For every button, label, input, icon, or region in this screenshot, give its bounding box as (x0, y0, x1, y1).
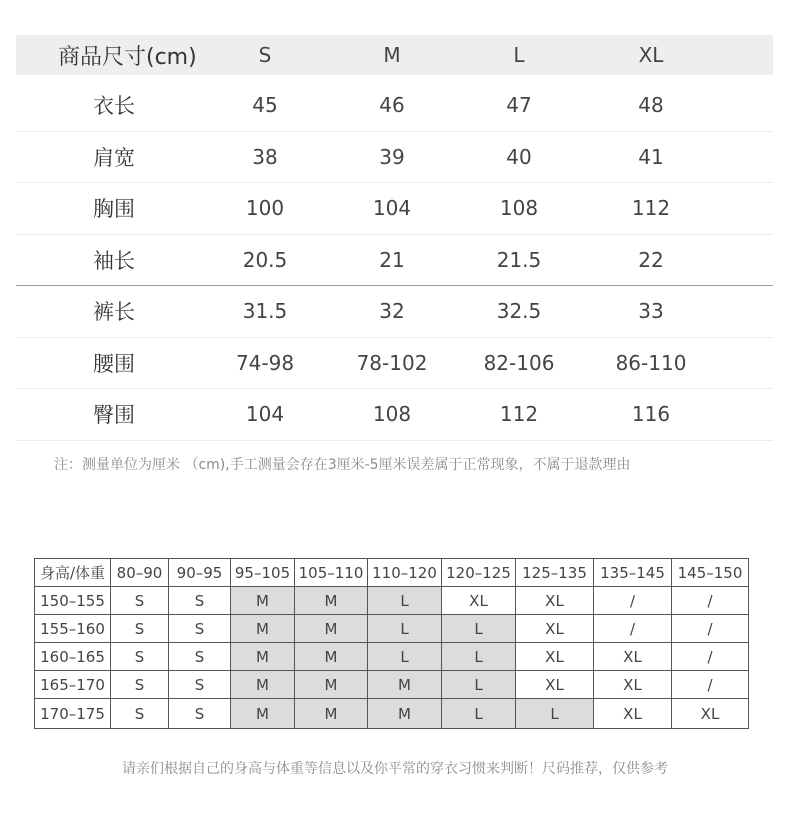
rec-cell: / (594, 615, 672, 643)
rec-cell: XL (594, 699, 672, 729)
rec-cell: S (169, 671, 231, 699)
cell: 32.5 (496, 299, 542, 324)
cell: 38 (252, 144, 278, 169)
cell: 86-110 (615, 350, 687, 375)
rec-header-row (35, 559, 749, 587)
height-range: 155–160 (35, 615, 111, 643)
cell: 104 (372, 196, 412, 221)
row-label: 臀围 (93, 403, 135, 428)
size-chart-table (16, 35, 773, 441)
rec-cell: XL (516, 587, 594, 615)
size-row-chest (16, 183, 773, 235)
rec-cell: M (295, 587, 368, 615)
size-recommendation-table (34, 558, 749, 729)
cell: 31.5 (242, 299, 288, 324)
header-l: L (513, 43, 525, 67)
rec-cell: M (231, 699, 295, 729)
rec-cell: L (368, 615, 442, 643)
cell: 116 (631, 402, 671, 427)
size-chart-header (16, 35, 773, 75)
weight-range: 120–125 (442, 559, 516, 587)
cell: 41 (638, 144, 664, 169)
cell: 112 (499, 402, 539, 427)
cell: 47 (506, 93, 532, 118)
cell: 78-102 (356, 350, 428, 375)
rec-cell: L (442, 699, 516, 729)
height-range: 170–175 (35, 699, 111, 729)
rec-cell: M (231, 587, 295, 615)
cell: 112 (631, 196, 671, 221)
size-row-waist (16, 338, 773, 390)
row-label: 胸围 (93, 197, 135, 222)
recommendation-footer: 请亲们根据自己的身高与体重等信息以及你平常的穿衣习惯来判断！尺码推荐，仅供参考 (122, 761, 668, 777)
cell: 48 (638, 93, 664, 118)
rec-cell: M (368, 699, 442, 729)
rec-row (35, 615, 749, 643)
cell: 100 (245, 196, 285, 221)
rec-cell: L (442, 643, 516, 671)
header-label: 商品尺寸(cm) (58, 44, 197, 70)
rec-cell: M (295, 699, 368, 729)
height-range: 165–170 (35, 671, 111, 699)
weight-range: 105–110 (295, 559, 368, 587)
rec-row (35, 587, 749, 615)
rec-cell: M (231, 643, 295, 671)
rec-cell: S (169, 587, 231, 615)
rec-cell: / (672, 671, 749, 699)
rec-cell: L (442, 671, 516, 699)
rec-cell: M (295, 643, 368, 671)
cell: 39 (379, 144, 405, 169)
rec-cell: XL (594, 671, 672, 699)
cell: 104 (245, 402, 285, 427)
header-xl: XL (638, 43, 664, 67)
weight-range: 110–120 (368, 559, 442, 587)
size-row-length (16, 80, 773, 132)
rec-row (35, 643, 749, 671)
size-row-pants-length (16, 286, 773, 338)
rec-header-label: 身高/体重 (35, 559, 111, 587)
weight-range: 90–95 (169, 559, 231, 587)
cell: 21 (379, 247, 405, 272)
rec-cell: XL (672, 699, 749, 729)
rec-cell: XL (594, 643, 672, 671)
row-label: 袖长 (93, 248, 135, 273)
weight-range: 80–90 (111, 559, 169, 587)
cell: 20.5 (242, 247, 288, 272)
measurement-note: 注：测量单位为厘米 （cm),手工测量会存在3厘米-5厘米误差属于正常现象，不属于退款理由 (54, 457, 631, 473)
rec-cell: M (295, 671, 368, 699)
rec-cell: L (368, 587, 442, 615)
size-row-sleeve (16, 235, 773, 287)
rec-row (35, 671, 749, 699)
rec-cell: M (368, 671, 442, 699)
cell: 108 (372, 402, 412, 427)
rec-cell: XL (516, 615, 594, 643)
row-label: 裤长 (93, 300, 135, 325)
rec-cell: L (442, 615, 516, 643)
size-row-hip (16, 389, 773, 441)
rec-cell: XL (442, 587, 516, 615)
rec-cell: L (368, 643, 442, 671)
rec-cell: XL (516, 671, 594, 699)
rec-cell: M (231, 671, 295, 699)
rec-cell: S (111, 671, 169, 699)
rec-cell: / (672, 615, 749, 643)
rec-cell: XL (516, 643, 594, 671)
rec-cell: S (169, 643, 231, 671)
cell: 32 (379, 299, 405, 324)
cell: 46 (379, 93, 405, 118)
header-s: S (258, 43, 272, 67)
rec-cell: S (111, 699, 169, 729)
row-label: 腰围 (93, 351, 135, 376)
cell: 22 (638, 247, 664, 272)
weight-range: 125–135 (516, 559, 594, 587)
height-range: 150–155 (35, 587, 111, 615)
row-label: 衣长 (93, 94, 135, 119)
rec-row (35, 699, 749, 729)
rec-cell: M (231, 615, 295, 643)
cell: 40 (506, 144, 532, 169)
rec-cell: / (672, 587, 749, 615)
weight-range: 145–150 (672, 559, 749, 587)
rec-cell: L (516, 699, 594, 729)
header-m: M (383, 43, 401, 67)
cell: 108 (499, 196, 539, 221)
cell: 21.5 (496, 247, 542, 272)
size-row-shoulder (16, 132, 773, 184)
rec-cell: S (111, 587, 169, 615)
row-label: 肩宽 (93, 145, 135, 170)
weight-range: 95–105 (231, 559, 295, 587)
rec-cell: M (295, 615, 368, 643)
rec-cell: S (169, 699, 231, 729)
weight-range: 135–145 (594, 559, 672, 587)
cell: 45 (252, 93, 278, 118)
height-range: 160–165 (35, 643, 111, 671)
rec-cell: / (594, 587, 672, 615)
cell: 82-106 (483, 350, 555, 375)
rec-cell: S (169, 615, 231, 643)
cell: 33 (638, 299, 664, 324)
cell: 74-98 (235, 350, 295, 375)
rec-cell: S (111, 615, 169, 643)
rec-cell: / (672, 643, 749, 671)
rec-cell: S (111, 643, 169, 671)
